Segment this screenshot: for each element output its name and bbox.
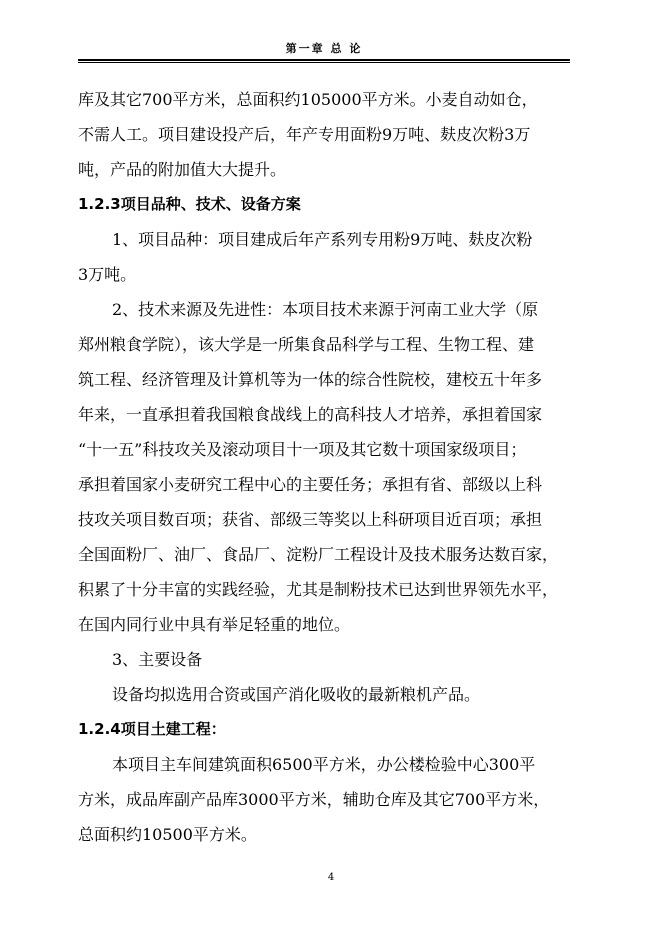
page-number: 4 <box>327 872 335 883</box>
body-line-2: 不需人工。项目建设投产后，年产专用面粉9万吨、麸皮次粉3万 <box>78 125 531 144</box>
body-line-16: 在国内同行业中具有举足轻重的地位。 <box>78 615 351 634</box>
body-line-21: 方米，成品库副产品库3000平方米，辅助仓库及其它700平方米， <box>78 790 550 809</box>
body-line-10: 年来，一直承担着我国粮食战线上的高科技人才培养，承担着国家 <box>78 405 543 424</box>
body-line-11: “十一五”科技攻关及滚动项目十一项及其它数十项国家级项目； <box>78 440 527 459</box>
body-line-12: 承担着国家小麦研究工程中心的主要任务；承担有省、部级以上科 <box>78 475 543 494</box>
body-line-3: 吨，产品的附加值大大提升。 <box>78 160 287 179</box>
section-heading-1-2-3: 1.2.3项目品种、技术、设备方案 <box>78 195 301 213</box>
body-line-15: 积累了十分丰富的实践经验，尤其是制粉技术已达到世界领先水平， <box>78 580 559 599</box>
body-line-20: 本项目主车间建筑面积6500平方米，办公楼检验中心300平 <box>112 755 536 774</box>
body-line-18: 设备均拟选用合资或国产消化吸收的最新粮机产品。 <box>112 685 481 704</box>
body-line-1: 库及其它700平方米，总面积约105000平方米。小麦自动如仓， <box>78 90 538 109</box>
body-line-13: 技攻关项目数百项；获省、部级三等奖以上科研项目近百项；承担 <box>78 510 543 529</box>
body-line-7: 2、技术来源及先进性：本项目技术来源于河南工业大学（原 <box>112 300 539 319</box>
header-rule-thin <box>78 62 570 63</box>
section-heading-1-2-4: 1.2.4项目土建工程： <box>78 720 226 738</box>
body-line-5: 1、项目品种：项目建成后年产系列专用粉9万吨、麸皮次粉 <box>112 230 533 249</box>
body-line-9: 筑工程、经济管理及计算机等为一体的综合性院校，建校五十年多 <box>78 370 543 389</box>
page-header-title: 第一章 总 论 <box>285 42 363 55</box>
body-line-17: 3、主要设备 <box>112 650 203 669</box>
header-rule-thick <box>78 59 570 61</box>
body-line-6: 3万吨。 <box>78 265 137 284</box>
body-line-14: 全国面粉厂、油厂、食品厂、淀粉厂工程设计及技术服务达数百家， <box>78 545 559 564</box>
document-body <box>78 82 578 852</box>
body-line-8: 郑州粮食学院），该大学是一所集食品科学与工程、生物工程、建 <box>78 335 535 354</box>
body-line-22: 总面积约10500平方米。 <box>78 825 257 844</box>
